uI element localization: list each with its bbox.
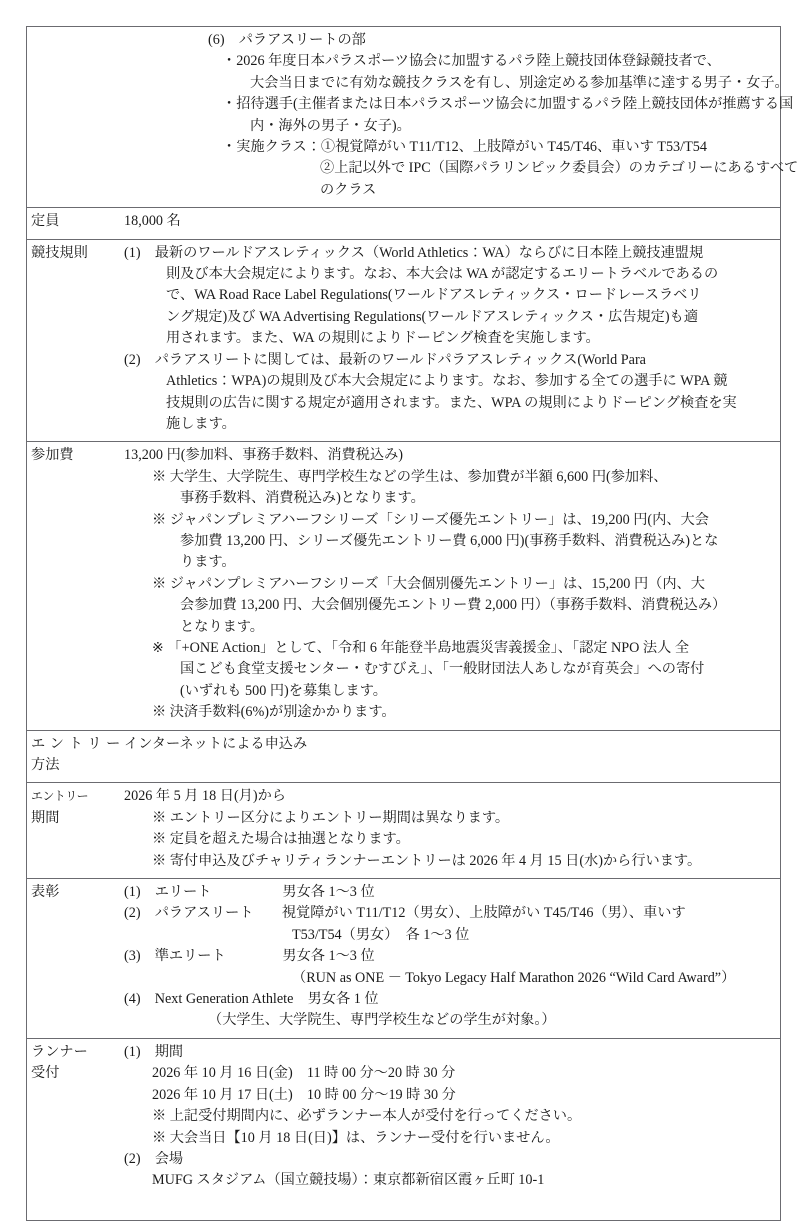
- content-line: （RUN as ONE － Tokyo Legacy Half Marathon 2026 “Wild Card Award”）: [292, 969, 736, 986]
- content-line: ②上記以外で IPC（国際パラリンピック委員会）のカテゴリーにあるすべて: [320, 160, 799, 177]
- content-line: 2026 年 10 月 16 日(金) 11 時 00 分〜20 時 30 分: [152, 1065, 456, 1082]
- content-line: ・2026 年度日本パラスポーツ協会に加盟するパラ陸上競技団体登録競技者で、: [222, 53, 721, 70]
- row-label: ランナー: [31, 1043, 88, 1060]
- content-line: (6) パラアスリートの部: [208, 32, 366, 48]
- content-line: となります。: [180, 618, 264, 635]
- table-row: [27, 783, 781, 879]
- content-line: (1) 最新のワールドアスレティックス（World Athletics：WA）ならびに日本陸上競技連盟規: [124, 244, 704, 261]
- guidelines-table: [26, 26, 799, 1221]
- content-line: ※ 大会当日【10 月 18 日(日)】は、ランナー受付を行いません。: [152, 1129, 560, 1146]
- content-line: ・招待選手(主催者または日本パラスポーツ協会に加盟するパラ陸上競技団体が推薦する国: [222, 96, 794, 113]
- row-label: 定員: [31, 213, 60, 230]
- content-line: 用されます。また、WA の規則によりドーピング検査を実施します。: [166, 330, 600, 347]
- table-row: [27, 730, 781, 783]
- content-line: ※ 上記受付期間内に、必ずランナー本人が受付を行ってください。: [152, 1108, 582, 1125]
- row-label: 参加費: [31, 447, 74, 464]
- table-row: [27, 879, 781, 1039]
- table-row: [27, 208, 781, 239]
- content-line: 大会当日までに有効な競技クラスを有し、別途定める参加基準に達する男子・女子。: [250, 74, 789, 91]
- row-content-cell: [124, 239, 781, 442]
- guidelines-table-body: [27, 27, 799, 1221]
- content-line: 則及び本大会規定によります。なお、本大会は WA が認定するエリートラベルであるの: [166, 266, 719, 283]
- content-line: ※ 寄付申込及びチャリティランナーエントリーは 2026 年 4 月 15 日(水)から行います。: [152, 852, 702, 869]
- content-line: (1) 期間: [124, 1043, 184, 1060]
- row-label-cell: [27, 27, 125, 208]
- content-line: 2026 年 5 月 18 日(月)から: [124, 788, 286, 805]
- content-line: (3) 準エリート 男女各 1〜3 位: [124, 948, 375, 965]
- content-line: 会参加費 13,200 円、大会個別優先エントリー費 2,000 円）（事務手数料、消費税込み）: [180, 597, 727, 614]
- content-line: ※ ジャパンプレミアハーフシリーズ「シリーズ優先エントリー」は、19,200 円(内、大会: [152, 511, 709, 528]
- table-row: [27, 442, 781, 730]
- content-line: ※ ジャパンプレミアハーフシリーズ「大会個別優先エントリー」は、15,200 円（内、大: [152, 575, 705, 592]
- content-line: (2) パラアスリートに関しては、最新のワールドパラアスレティックス(World Para: [124, 351, 646, 368]
- row-label-cell: [27, 442, 125, 730]
- content-line: ※ 決済手数料(6%)が別途かかります。: [152, 704, 396, 721]
- table-row: [27, 1038, 781, 1220]
- row-label-line2: 方法: [31, 757, 60, 773]
- row-label-cell: [27, 1038, 125, 1220]
- row-label: エントリー: [31, 735, 125, 752]
- content-line: 2026 年 10 月 17 日(土) 10 時 00 分〜19 時 30 分: [152, 1086, 456, 1103]
- content-line: ・実施クラス：①視覚障がい T11/T12、上肢障がい T45/T46、車いす T53/T54: [222, 139, 707, 156]
- content-line: 国こども食堂支援センター・むすびえ」、「一般財団法人あしなが育英会」への寄付: [180, 661, 705, 678]
- row-content-cell: [124, 783, 781, 879]
- content-line: で、WA Road Race Label Regulations(ワールドアスレティックス・ロードレースラベリ: [166, 287, 702, 304]
- row-label-cell: [27, 208, 125, 239]
- content-line: ※ 「+ONE Action」として、「令和 6 年能登半島地震災害義援金」、「認定 NPO 法人 全: [152, 639, 690, 656]
- content-line: MUFG スタジアム（国立競技場）：東京都新宿区霞ヶ丘町 10-1: [152, 1172, 545, 1189]
- content-line: (1) エリート 男女各 1〜3 位: [124, 884, 375, 901]
- content-line: (4) Next Generation Athlete 男女各 1 位: [124, 991, 379, 1008]
- row-content-cell: [124, 730, 781, 783]
- row-content-cell: [124, 208, 781, 239]
- content-line: ※ 大学生、大学院生、専門学校生などの学生は、参加費が半額 6,600 円(参加料、: [152, 468, 668, 485]
- row-label: エントリー: [31, 789, 89, 804]
- content-line: ※ 定員を超えた場合は抽選となります。: [152, 831, 410, 848]
- row-label-line2: 期間: [31, 809, 60, 826]
- content-line: のクラス: [320, 181, 377, 198]
- content-line: (いずれも 500 円)を募集します。: [180, 682, 387, 699]
- content-line: （大学生、大学院生、専門学校生などの学生が対象。）: [208, 1012, 556, 1029]
- content-line: 内・海外の男子・女子)。: [250, 117, 411, 134]
- content-line: 事務手数料、消費税込み)となります。: [180, 490, 425, 507]
- row-label-cell: [27, 239, 125, 442]
- row-label-cell: [27, 879, 125, 1039]
- row-label-cell: [27, 730, 125, 783]
- row-label: 表彰: [31, 884, 60, 901]
- content-line: Athletics：WPA)の規則及び本大会規定によります。なお、参加する全ての選手に WPA 競: [166, 373, 728, 390]
- content-line: 18,000 名: [124, 213, 181, 230]
- row-label-line2: 受付: [31, 1065, 60, 1082]
- content-line: (2) 会場: [124, 1150, 184, 1167]
- content-line: ※ エントリー区分によりエントリー期間は異なります。: [152, 809, 510, 826]
- content-line: ります。: [180, 554, 236, 571]
- row-label: 競技規則: [31, 244, 88, 261]
- content-line: 参加費 13,200 円、シリーズ優先エントリー費 6,000 円)(事務手数料、消費税込み)とな: [180, 532, 719, 549]
- table-row: [27, 239, 781, 442]
- row-content-cell: [124, 1038, 781, 1220]
- content-line: 13,200 円(参加料、事務手数料、消費税込み): [124, 447, 404, 464]
- content-line: 技規則の広告に関する規定が適用されます。また、WPA の規則によりドーピング検査を実: [166, 394, 737, 411]
- content-line: インターネットによる申込み: [124, 735, 308, 752]
- content-line: (2) パラアスリート 視覚障がい T11/T12（男女）、上肢障がい T45/T46（男）、車いす: [124, 905, 686, 922]
- row-content-cell: [124, 442, 781, 730]
- row-bottom-spacer: [124, 1192, 772, 1214]
- content-line: ング規定)及び WA Advertising Regulations(ワールドアスレティックス・広告規定)も適: [166, 308, 698, 325]
- content-line: T53/T54（男女） 各 1〜3 位: [292, 926, 470, 943]
- row-content-cell: [124, 27, 799, 208]
- table-row: [27, 27, 781, 208]
- row-label-cell: [27, 783, 125, 879]
- content-line: 施します。: [166, 415, 236, 432]
- row-content-cell: [124, 879, 781, 1039]
